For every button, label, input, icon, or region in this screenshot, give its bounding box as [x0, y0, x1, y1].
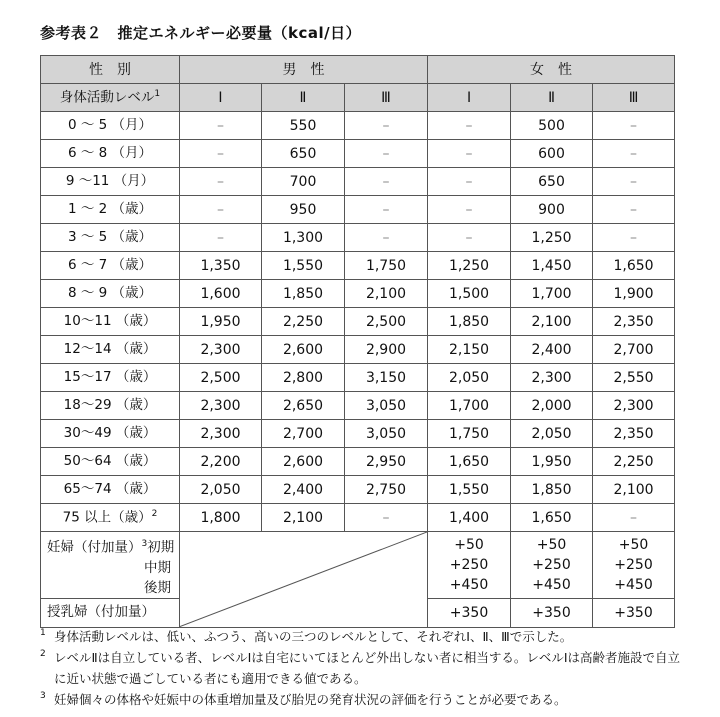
value-cell: 2,150	[428, 336, 511, 364]
value-cell: 2,300	[511, 364, 593, 392]
value-cell: –	[428, 224, 511, 252]
value-cell: 2,600	[262, 448, 345, 476]
value-cell: 1,450	[511, 252, 593, 280]
lactating-value-cell: +350	[428, 598, 511, 627]
table-row	[41, 224, 675, 252]
table-row	[41, 392, 675, 420]
value-cell: 1,950	[511, 448, 593, 476]
table-row	[41, 252, 675, 280]
footnote-text: 身体活動レベルは、低い、ふつう、高いの三つのレベルとして、それぞれⅠ、Ⅱ、Ⅲで示した。	[54, 629, 573, 644]
value-cell: 2,350	[593, 308, 675, 336]
value-cell: 1,950	[180, 308, 262, 336]
value-cell: –	[345, 196, 428, 224]
female-header: 女 性	[428, 56, 675, 84]
value-cell: –	[593, 196, 675, 224]
value-cell: 1,650	[593, 252, 675, 280]
age-group-cell: 75 以上（歳）$^2$	[41, 504, 180, 532]
level-header: Ⅲ	[345, 84, 428, 112]
value-cell: 3,050	[345, 392, 428, 420]
value-cell: 2,300	[180, 420, 262, 448]
table-row	[41, 336, 675, 364]
age-group-cell: 65～74 （歳）	[41, 476, 180, 504]
value-cell: 700	[262, 168, 345, 196]
value-cell: –	[428, 140, 511, 168]
table-row	[41, 140, 675, 168]
value-cell: 2,750	[345, 476, 428, 504]
value-cell: 2,700	[262, 420, 345, 448]
value-cell: –	[593, 504, 675, 532]
table-row	[41, 504, 675, 532]
age-group-cell: 10～11 （歳）	[41, 308, 180, 336]
value-cell: 2,250	[262, 308, 345, 336]
pregnant-row	[41, 532, 675, 599]
value-cell: –	[180, 140, 262, 168]
table-row	[41, 112, 675, 140]
value-cell: 1,850	[511, 476, 593, 504]
value-cell: 2,100	[345, 280, 428, 308]
value-cell: 2,000	[511, 392, 593, 420]
value-cell: –	[428, 168, 511, 196]
age-group-cell: 8 ～ 9 （歳）	[41, 280, 180, 308]
value-cell: –	[593, 112, 675, 140]
value-cell: 2,950	[345, 448, 428, 476]
value-cell: 500	[511, 112, 593, 140]
value-cell: 900	[511, 196, 593, 224]
value-cell: 550	[262, 112, 345, 140]
value-cell: 1,650	[428, 448, 511, 476]
value-cell: 1,700	[428, 392, 511, 420]
value-cell: 2,050	[511, 420, 593, 448]
footnote-number: 1	[40, 628, 46, 638]
age-group-cell: 18～29 （歳）	[41, 392, 180, 420]
lactating-value-cell: +350	[593, 598, 675, 627]
footnote-number: 2	[40, 649, 46, 659]
value-cell: –	[345, 168, 428, 196]
value-cell: –	[428, 196, 511, 224]
value-cell: 1,350	[180, 252, 262, 280]
value-cell: 2,500	[180, 364, 262, 392]
level-header: Ⅱ	[511, 84, 593, 112]
value-cell: 2,050	[428, 364, 511, 392]
value-cell: 1,850	[428, 308, 511, 336]
value-cell: –	[180, 112, 262, 140]
value-cell: 2,700	[593, 336, 675, 364]
value-cell: 2,300	[593, 392, 675, 420]
pregnant-label-cell: 妊婦（付加量）$^3$初期 中期 後期	[41, 532, 180, 599]
age-group-cell: 30～49 （歳）	[41, 420, 180, 448]
value-cell: 1,650	[511, 504, 593, 532]
value-cell: 2,400	[511, 336, 593, 364]
value-cell: 650	[511, 168, 593, 196]
level-header: Ⅱ	[262, 84, 345, 112]
table-title: 参考表２ 推定エネルギー必要量（kcal/日）	[40, 24, 362, 42]
value-cell: –	[345, 112, 428, 140]
value-cell: 2,300	[180, 336, 262, 364]
value-cell: 3,150	[345, 364, 428, 392]
value-cell: 1,850	[262, 280, 345, 308]
age-group-cell: 50～64 （歳）	[41, 448, 180, 476]
value-cell: –	[180, 168, 262, 196]
value-cell: 2,600	[262, 336, 345, 364]
age-group-cell: 9 ～11 （月）	[41, 168, 180, 196]
table-row	[41, 364, 675, 392]
value-cell: 2,900	[345, 336, 428, 364]
value-cell: 650	[262, 140, 345, 168]
value-cell: –	[345, 140, 428, 168]
value-cell: 1,300	[262, 224, 345, 252]
age-group-cell: 0 ～ 5 （月）	[41, 112, 180, 140]
lactating-value-cell: +350	[511, 598, 593, 627]
value-cell: 3,050	[345, 420, 428, 448]
table-row	[41, 196, 675, 224]
value-cell: 2,100	[511, 308, 593, 336]
value-cell: 1,600	[180, 280, 262, 308]
value-cell: –	[345, 224, 428, 252]
value-cell: –	[593, 224, 675, 252]
value-cell: 1,250	[511, 224, 593, 252]
footnote-number: 3	[40, 691, 46, 701]
footnote-text: 妊婦個々の体格や妊娠中の体重増加量及び胎児の発育状況の評価を行うことが必要である。	[54, 692, 567, 707]
level-header: Ⅰ	[428, 84, 511, 112]
level-header: Ⅲ	[593, 84, 675, 112]
value-cell: –	[593, 140, 675, 168]
value-cell: 2,350	[593, 420, 675, 448]
value-cell: 1,550	[262, 252, 345, 280]
male-header: 男 性	[180, 56, 428, 84]
value-cell: 1,750	[345, 252, 428, 280]
table-row	[41, 168, 675, 196]
age-group-cell: 12～14 （歳）	[41, 336, 180, 364]
value-cell: 2,500	[345, 308, 428, 336]
value-cell: –	[593, 168, 675, 196]
value-cell: 1,500	[428, 280, 511, 308]
table-row	[41, 420, 675, 448]
table-row	[41, 308, 675, 336]
value-cell: 2,650	[262, 392, 345, 420]
value-cell: 2,100	[262, 504, 345, 532]
age-group-cell: 15～17 （歳）	[41, 364, 180, 392]
value-cell: 950	[262, 196, 345, 224]
value-cell: 2,250	[593, 448, 675, 476]
sex-header: 性 別	[41, 56, 180, 84]
footnote	[40, 689, 690, 710]
value-cell: 1,800	[180, 504, 262, 532]
lactating-label-cell: 授乳婦（付加量）	[41, 598, 180, 627]
value-cell: 2,400	[262, 476, 345, 504]
value-cell: 1,250	[428, 252, 511, 280]
footnote	[40, 647, 690, 689]
value-cell: 2,100	[593, 476, 675, 504]
value-cell: –	[180, 196, 262, 224]
footnote	[40, 626, 690, 647]
activity-level-header: 身体活動レベル$^1$	[41, 84, 180, 112]
table-row	[41, 448, 675, 476]
age-group-cell: 3 ～ 5 （歳）	[41, 224, 180, 252]
value-cell: 2,550	[593, 364, 675, 392]
value-cell: 1,400	[428, 504, 511, 532]
level-header: Ⅰ	[180, 84, 262, 112]
value-cell: –	[345, 504, 428, 532]
age-group-cell: 6 ～ 8 （月）	[41, 140, 180, 168]
table-row	[41, 280, 675, 308]
value-cell: 1,550	[428, 476, 511, 504]
value-cell: 1,750	[428, 420, 511, 448]
diagonal-line	[180, 532, 427, 627]
energy-requirement-table	[40, 55, 675, 628]
value-cell: 1,700	[511, 280, 593, 308]
pregnant-value-cell: +50 +250 +450	[593, 532, 675, 599]
value-cell: –	[180, 224, 262, 252]
value-cell: 2,050	[180, 476, 262, 504]
value-cell: 1,900	[593, 280, 675, 308]
age-group-cell: 1 ～ 2 （歳）	[41, 196, 180, 224]
value-cell: –	[428, 112, 511, 140]
table-row	[41, 476, 675, 504]
value-cell: 2,300	[180, 392, 262, 420]
pregnant-value-cell: +50 +250 +450	[428, 532, 511, 599]
value-cell: 600	[511, 140, 593, 168]
age-group-cell: 6 ～ 7 （歳）	[41, 252, 180, 280]
footnote-text: レベルⅡは自立している者、レベルⅠは自宅にいてほとんど外出しない者に相当する。レベルⅠは高齢者施設で自立に近い状態で過ごしている者にも適用できる値である。	[54, 650, 681, 686]
not-applicable-diagonal-cell	[180, 532, 428, 628]
footnotes	[40, 626, 690, 710]
pregnant-value-cell: +50 +250 +450	[511, 532, 593, 599]
value-cell: 2,800	[262, 364, 345, 392]
value-cell: 2,200	[180, 448, 262, 476]
